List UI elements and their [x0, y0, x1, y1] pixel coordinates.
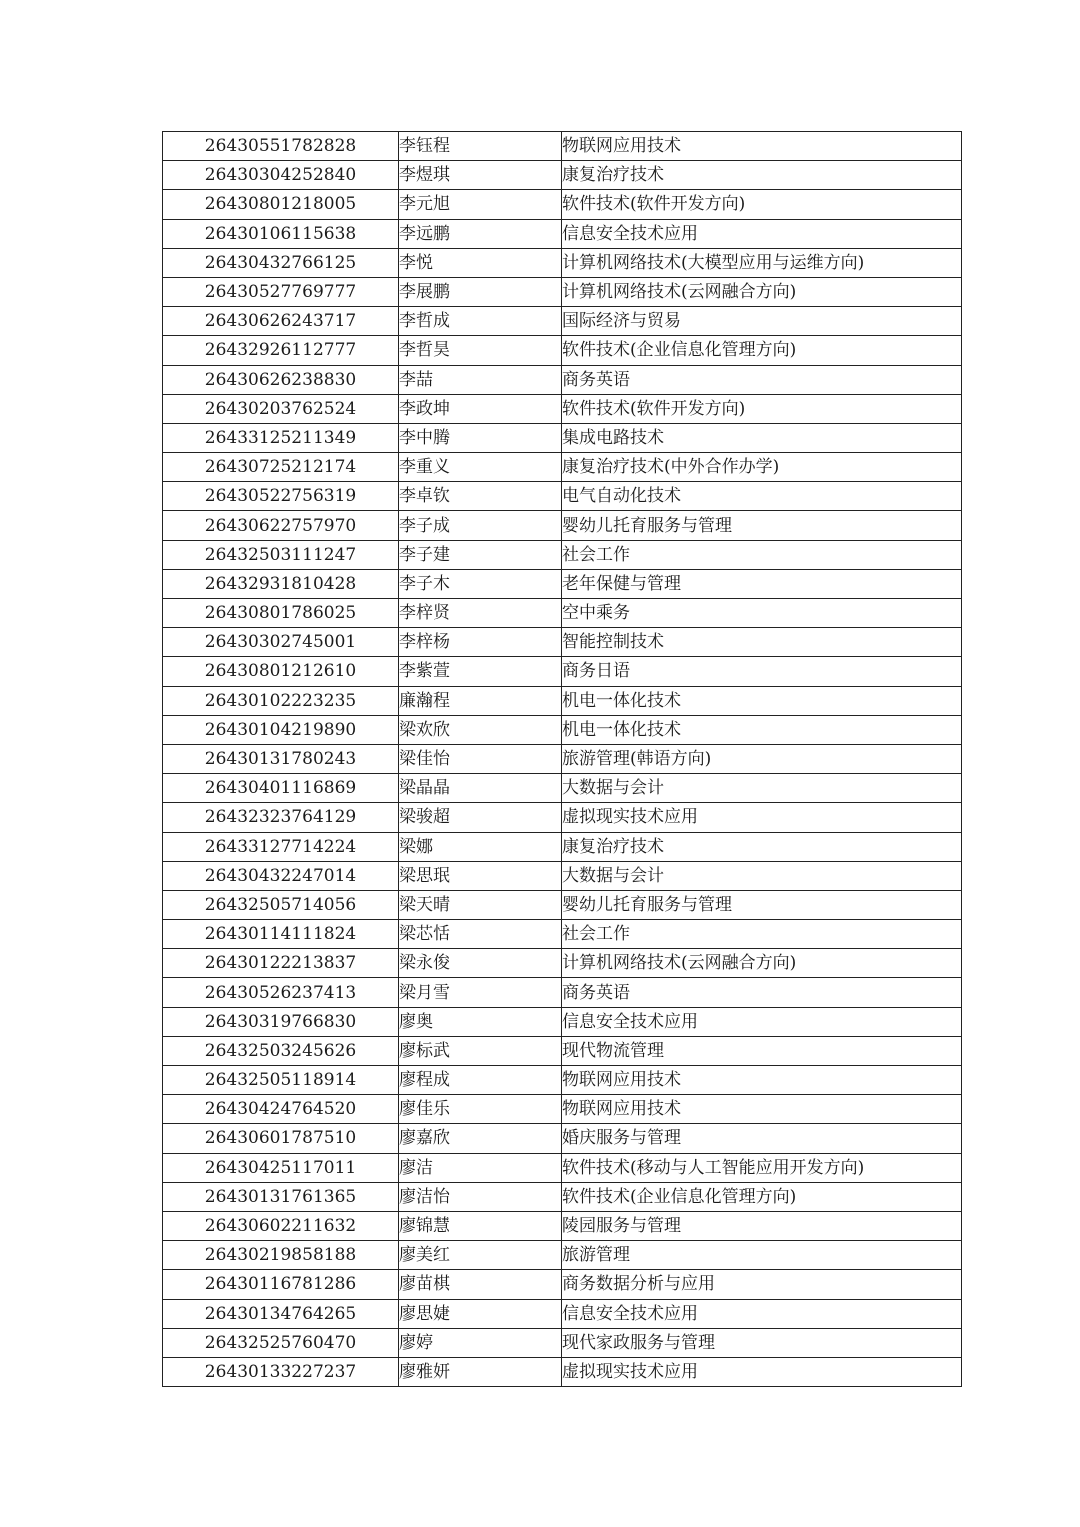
- major-cell: 软件技术(移动与人工智能应用开发方向): [562, 1153, 962, 1182]
- candidate-number-cell: 26430424764520: [163, 1095, 399, 1124]
- major-cell: 机电一体化技术: [562, 715, 962, 744]
- candidate-number-cell: 26430131761365: [163, 1182, 399, 1211]
- major-cell: 计算机网络技术(大模型应用与运维方向): [562, 248, 962, 277]
- student-name-cell: 廖婷: [399, 1328, 562, 1357]
- major-cell: 机电一体化技术: [562, 686, 962, 715]
- student-name-cell: 廖美红: [399, 1241, 562, 1270]
- major-cell: 软件技术(企业信息化管理方向): [562, 336, 962, 365]
- table-row: [163, 453, 962, 482]
- major-cell: 婴幼儿托育服务与管理: [562, 890, 962, 919]
- candidate-number-cell: 26430203762524: [163, 394, 399, 423]
- candidate-number-cell: 26432525760470: [163, 1328, 399, 1357]
- candidate-number-cell: 26430432766125: [163, 248, 399, 277]
- candidate-number-cell: 26430134764265: [163, 1299, 399, 1328]
- table-row: [163, 540, 962, 569]
- candidate-number-cell: 26430626238830: [163, 365, 399, 394]
- candidate-number-cell: 26432503111247: [163, 540, 399, 569]
- major-cell: 商务日语: [562, 657, 962, 686]
- student-name-cell: 李煜琪: [399, 161, 562, 190]
- candidate-number-cell: 26430106115638: [163, 219, 399, 248]
- major-cell: 物联网应用技术: [562, 1095, 962, 1124]
- candidate-number-cell: 26430432247014: [163, 861, 399, 890]
- major-cell: 物联网应用技术: [562, 1066, 962, 1095]
- table-row: [163, 394, 962, 423]
- candidate-number-cell: 26430522756319: [163, 482, 399, 511]
- candidate-number-cell: 26430601787510: [163, 1124, 399, 1153]
- major-cell: 虚拟现实技术应用: [562, 803, 962, 832]
- table-row: [163, 511, 962, 540]
- student-name-cell: 梁欢欣: [399, 715, 562, 744]
- table-row: [163, 482, 962, 511]
- candidate-number-cell: 26430114111824: [163, 920, 399, 949]
- major-cell: 社会工作: [562, 540, 962, 569]
- student-name-cell: 廖奥: [399, 1007, 562, 1036]
- student-name-cell: 李钰程: [399, 132, 562, 161]
- candidate-number-cell: 26430102223235: [163, 686, 399, 715]
- student-name-cell: 李卓钦: [399, 482, 562, 511]
- table-row: [163, 1124, 962, 1153]
- table-row: [163, 423, 962, 452]
- candidate-number-cell: 26430304252840: [163, 161, 399, 190]
- table-row: [163, 1241, 962, 1270]
- major-cell: 软件技术(企业信息化管理方向): [562, 1182, 962, 1211]
- roster-body: [163, 132, 962, 1387]
- student-name-cell: 廖嘉欣: [399, 1124, 562, 1153]
- candidate-number-cell: 26430526237413: [163, 978, 399, 1007]
- student-name-cell: 李元旭: [399, 190, 562, 219]
- major-cell: 电气自动化技术: [562, 482, 962, 511]
- table-row: [163, 890, 962, 919]
- table-row: [163, 715, 962, 744]
- major-cell: 软件技术(软件开发方向): [562, 190, 962, 219]
- table-row: [163, 277, 962, 306]
- candidate-number-cell: 26433127714224: [163, 832, 399, 861]
- table-row: [163, 365, 962, 394]
- major-cell: 物联网应用技术: [562, 132, 962, 161]
- candidate-number-cell: 26430319766830: [163, 1007, 399, 1036]
- table-row: [163, 1036, 962, 1065]
- student-name-cell: 梁月雪: [399, 978, 562, 1007]
- candidate-number-cell: 26432323764129: [163, 803, 399, 832]
- student-name-cell: 李政坤: [399, 394, 562, 423]
- table-row: [163, 1066, 962, 1095]
- candidate-number-cell: 26430219858188: [163, 1241, 399, 1270]
- candidate-number-cell: 26433125211349: [163, 423, 399, 452]
- major-cell: 国际经济与贸易: [562, 307, 962, 336]
- student-name-cell: 廖锦慧: [399, 1211, 562, 1240]
- candidate-number-cell: 26430401116869: [163, 774, 399, 803]
- student-name-cell: 廖程成: [399, 1066, 562, 1095]
- student-name-cell: 李展鹏: [399, 277, 562, 306]
- major-cell: 计算机网络技术(云网融合方向): [562, 949, 962, 978]
- major-cell: 康复治疗技术: [562, 832, 962, 861]
- table-row: [163, 1182, 962, 1211]
- major-cell: 大数据与会计: [562, 774, 962, 803]
- major-cell: 信息安全技术应用: [562, 219, 962, 248]
- student-name-cell: 梁骏超: [399, 803, 562, 832]
- major-cell: 软件技术(软件开发方向): [562, 394, 962, 423]
- table-row: [163, 1211, 962, 1240]
- student-name-cell: 梁晶晶: [399, 774, 562, 803]
- table-row: [163, 307, 962, 336]
- candidate-number-cell: 26430626243717: [163, 307, 399, 336]
- table-row: [163, 774, 962, 803]
- table-row: [163, 686, 962, 715]
- table-row: [163, 832, 962, 861]
- student-name-cell: 梁天晴: [399, 890, 562, 919]
- candidate-number-cell: 26432931810428: [163, 569, 399, 598]
- candidate-number-cell: 26432503245626: [163, 1036, 399, 1065]
- major-cell: 现代家政服务与管理: [562, 1328, 962, 1357]
- table-row: [163, 1095, 962, 1124]
- student-name-cell: 李梓贤: [399, 599, 562, 628]
- major-cell: 大数据与会计: [562, 861, 962, 890]
- student-name-cell: 李重义: [399, 453, 562, 482]
- major-cell: 旅游管理: [562, 1241, 962, 1270]
- table-row: [163, 978, 962, 1007]
- major-cell: 康复治疗技术(中外合作办学): [562, 453, 962, 482]
- major-cell: 虚拟现实技术应用: [562, 1357, 962, 1386]
- major-cell: 婴幼儿托育服务与管理: [562, 511, 962, 540]
- major-cell: 旅游管理(韩语方向): [562, 744, 962, 773]
- major-cell: 商务数据分析与应用: [562, 1270, 962, 1299]
- table-row: [163, 1270, 962, 1299]
- table-row: [163, 599, 962, 628]
- candidate-number-cell: 26430133227237: [163, 1357, 399, 1386]
- candidate-number-cell: 26430131780243: [163, 744, 399, 773]
- table-row: [163, 336, 962, 365]
- major-cell: 信息安全技术应用: [562, 1007, 962, 1036]
- student-name-cell: 梁芯恬: [399, 920, 562, 949]
- table-row: [163, 1357, 962, 1386]
- student-name-cell: 廖标武: [399, 1036, 562, 1065]
- student-name-cell: 李哲成: [399, 307, 562, 336]
- candidate-number-cell: 26430425117011: [163, 1153, 399, 1182]
- major-cell: 商务英语: [562, 978, 962, 1007]
- student-name-cell: 李子木: [399, 569, 562, 598]
- table-row: [163, 1153, 962, 1182]
- candidate-number-cell: 26432505714056: [163, 890, 399, 919]
- student-name-cell: 廖洁怡: [399, 1182, 562, 1211]
- student-name-cell: 李悦: [399, 248, 562, 277]
- table-row: [163, 744, 962, 773]
- table-row: [163, 132, 962, 161]
- table-row: [163, 1328, 962, 1357]
- candidate-number-cell: 26430116781286: [163, 1270, 399, 1299]
- student-name-cell: 廖苗棋: [399, 1270, 562, 1299]
- student-name-cell: 廉瀚程: [399, 686, 562, 715]
- student-name-cell: 李紫萱: [399, 657, 562, 686]
- student-name-cell: 廖思婕: [399, 1299, 562, 1328]
- student-name-cell: 李远鹏: [399, 219, 562, 248]
- candidate-number-cell: 26430602211632: [163, 1211, 399, 1240]
- student-name-cell: 廖雅妍: [399, 1357, 562, 1386]
- major-cell: 空中乘务: [562, 599, 962, 628]
- student-name-cell: 李梓杨: [399, 628, 562, 657]
- student-name-cell: 李子成: [399, 511, 562, 540]
- major-cell: 信息安全技术应用: [562, 1299, 962, 1328]
- table-row: [163, 248, 962, 277]
- candidate-number-cell: 26430801786025: [163, 599, 399, 628]
- admission-roster-table: [162, 131, 962, 1387]
- student-name-cell: 梁娜: [399, 832, 562, 861]
- candidate-number-cell: 26432926112777: [163, 336, 399, 365]
- candidate-number-cell: 26430622757970: [163, 511, 399, 540]
- table-row: [163, 219, 962, 248]
- student-name-cell: 梁佳怡: [399, 744, 562, 773]
- student-name-cell: 梁思珉: [399, 861, 562, 890]
- table-row: [163, 1007, 962, 1036]
- table-row: [163, 803, 962, 832]
- table-row: [163, 920, 962, 949]
- student-name-cell: 李子建: [399, 540, 562, 569]
- student-name-cell: 李哲昊: [399, 336, 562, 365]
- candidate-number-cell: 26430122213837: [163, 949, 399, 978]
- major-cell: 老年保健与管理: [562, 569, 962, 598]
- major-cell: 陵园服务与管理: [562, 1211, 962, 1240]
- candidate-number-cell: 26430527769777: [163, 277, 399, 306]
- candidate-number-cell: 26430551782828: [163, 132, 399, 161]
- major-cell: 计算机网络技术(云网融合方向): [562, 277, 962, 306]
- table-row: [163, 1299, 962, 1328]
- candidate-number-cell: 26430302745001: [163, 628, 399, 657]
- candidate-number-cell: 26430801212610: [163, 657, 399, 686]
- student-name-cell: 梁永俊: [399, 949, 562, 978]
- major-cell: 商务英语: [562, 365, 962, 394]
- table-row: [163, 161, 962, 190]
- table-row: [163, 628, 962, 657]
- major-cell: 集成电路技术: [562, 423, 962, 452]
- table-row: [163, 949, 962, 978]
- major-cell: 康复治疗技术: [562, 161, 962, 190]
- student-name-cell: 李喆: [399, 365, 562, 394]
- candidate-number-cell: 26430104219890: [163, 715, 399, 744]
- table-row: [163, 861, 962, 890]
- student-name-cell: 廖洁: [399, 1153, 562, 1182]
- candidate-number-cell: 26430801218005: [163, 190, 399, 219]
- table-row: [163, 657, 962, 686]
- student-name-cell: 李中腾: [399, 423, 562, 452]
- major-cell: 社会工作: [562, 920, 962, 949]
- table-row: [163, 569, 962, 598]
- major-cell: 现代物流管理: [562, 1036, 962, 1065]
- candidate-number-cell: 26430725212174: [163, 453, 399, 482]
- major-cell: 婚庆服务与管理: [562, 1124, 962, 1153]
- student-name-cell: 廖佳乐: [399, 1095, 562, 1124]
- table-row: [163, 190, 962, 219]
- candidate-number-cell: 26432505118914: [163, 1066, 399, 1095]
- major-cell: 智能控制技术: [562, 628, 962, 657]
